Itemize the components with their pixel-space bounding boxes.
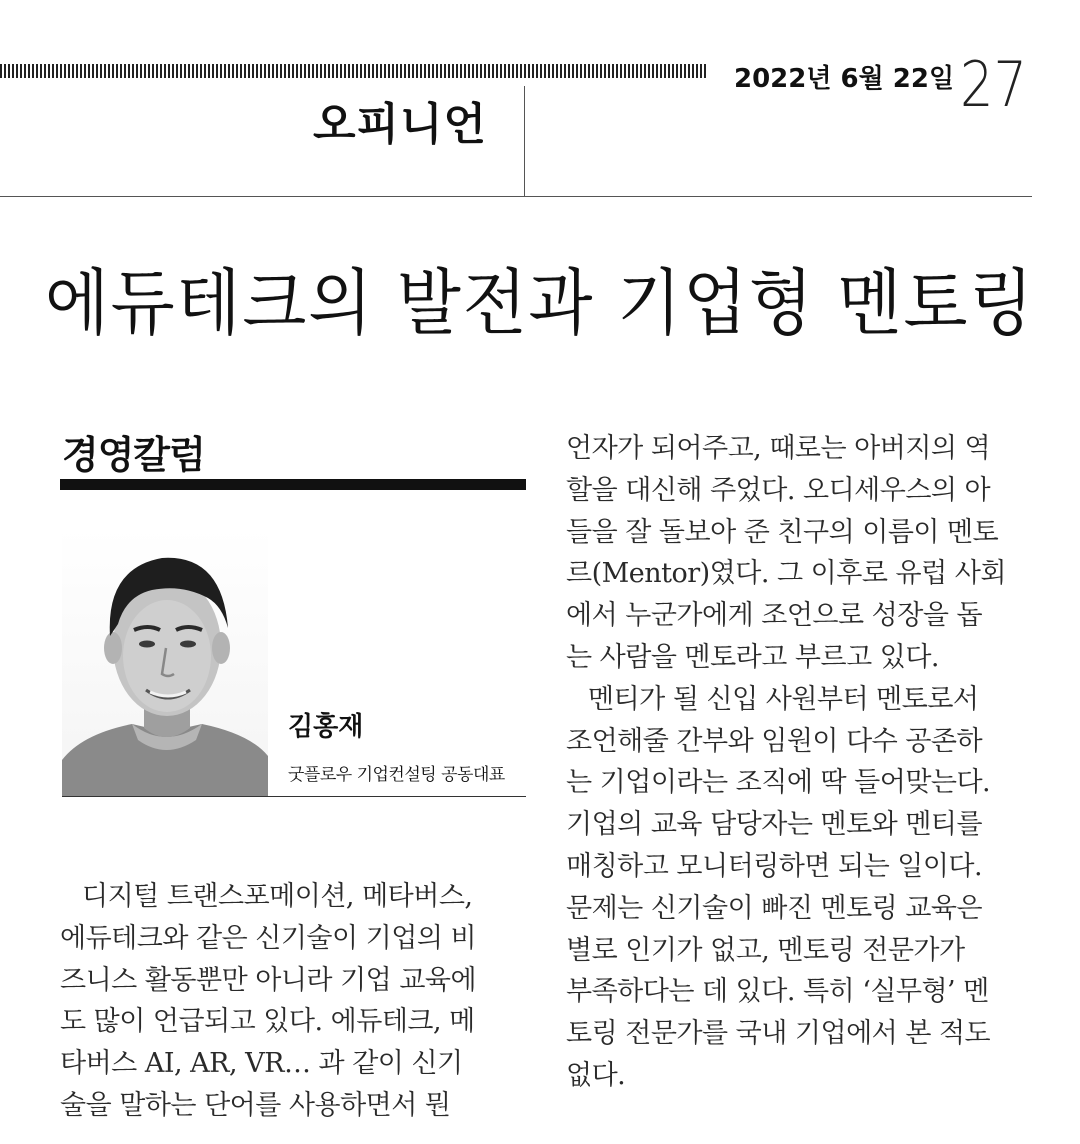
body-line: 들을 잘 돌보아 준 친구의 이름이 멘토: [566, 516, 999, 548]
issue-date: 2022년 6월 22일: [734, 64, 955, 94]
body-line: 에듀테크와 같은 신기술이 기업의 비: [60, 922, 477, 954]
caption-rule: [62, 796, 526, 797]
author-photo: [62, 528, 268, 796]
header-divider: [524, 86, 525, 196]
article-headline: 에듀테크의 발전과 기업형 멘토링: [44, 261, 1036, 345]
page-number: 27: [960, 48, 1028, 121]
body-line: 토링 전문가를 국내 기업에서 본 적도: [566, 1018, 991, 1050]
body-line: 르(Mentor)였다. 그 이후로 유럽 사회: [566, 558, 1006, 590]
section-title: 오피니언: [312, 99, 487, 150]
body-line: 별로 인기가 없고, 멘토링 전문가가: [566, 934, 965, 966]
header-rule-pattern: [0, 64, 708, 78]
left-column-body: [60, 876, 536, 1127]
body-line: 는 기업이라는 조직에 딱 들어맞는다.: [566, 767, 991, 799]
body-line: 즈니스 활동뿐만 아니라 기업 교육에: [60, 964, 477, 996]
header-bottom-rule: [0, 196, 1032, 197]
body-line: 매칭하고 모니터링하면 되는 일이다.: [566, 850, 983, 882]
right-column-body: [566, 428, 1046, 1097]
body-line: 에서 누군가에게 조언으로 성장을 돕: [566, 600, 983, 632]
body-line: 는 사람을 멘토라고 부르고 있다.: [566, 641, 939, 673]
body-line: 술을 말하는 단어를 사용하면서 뭔: [60, 1089, 451, 1121]
author-name: 김홍재: [288, 712, 364, 742]
author-title: 굿플로우 기업컨설팅 공동대표: [288, 765, 505, 785]
body-line: 멘티가 될 신입 사원부터 멘토로서: [588, 683, 979, 715]
column-label-bar: [60, 479, 526, 490]
column-label: 경영칼럼: [62, 433, 205, 477]
body-line: 할을 대신해 주었다. 오디세우스의 아: [566, 474, 991, 506]
body-line: 타버스 AI, AR, VR… 과 같이 신기: [60, 1048, 463, 1080]
body-line: 문제는 신기술이 빠진 멘토링 교육은: [566, 892, 983, 924]
body-line: 도 많이 언급되고 있다. 에듀테크, 메: [60, 1006, 475, 1038]
body-line: 언자가 되어주고, 때로는 아버지의 역: [566, 433, 991, 464]
body-line: 부족하다는 데 있다. 특히 ‘실무형’ 멘: [566, 976, 989, 1008]
body-line: 없다.: [566, 1059, 626, 1091]
body-line: 디지털 트랜스포메이션, 메타버스,: [82, 881, 473, 912]
body-line: 조언해줄 간부와 임원이 다수 공존하: [566, 725, 983, 757]
body-line: 기업의 교육 담당자는 멘토와 멘티를: [566, 809, 983, 841]
